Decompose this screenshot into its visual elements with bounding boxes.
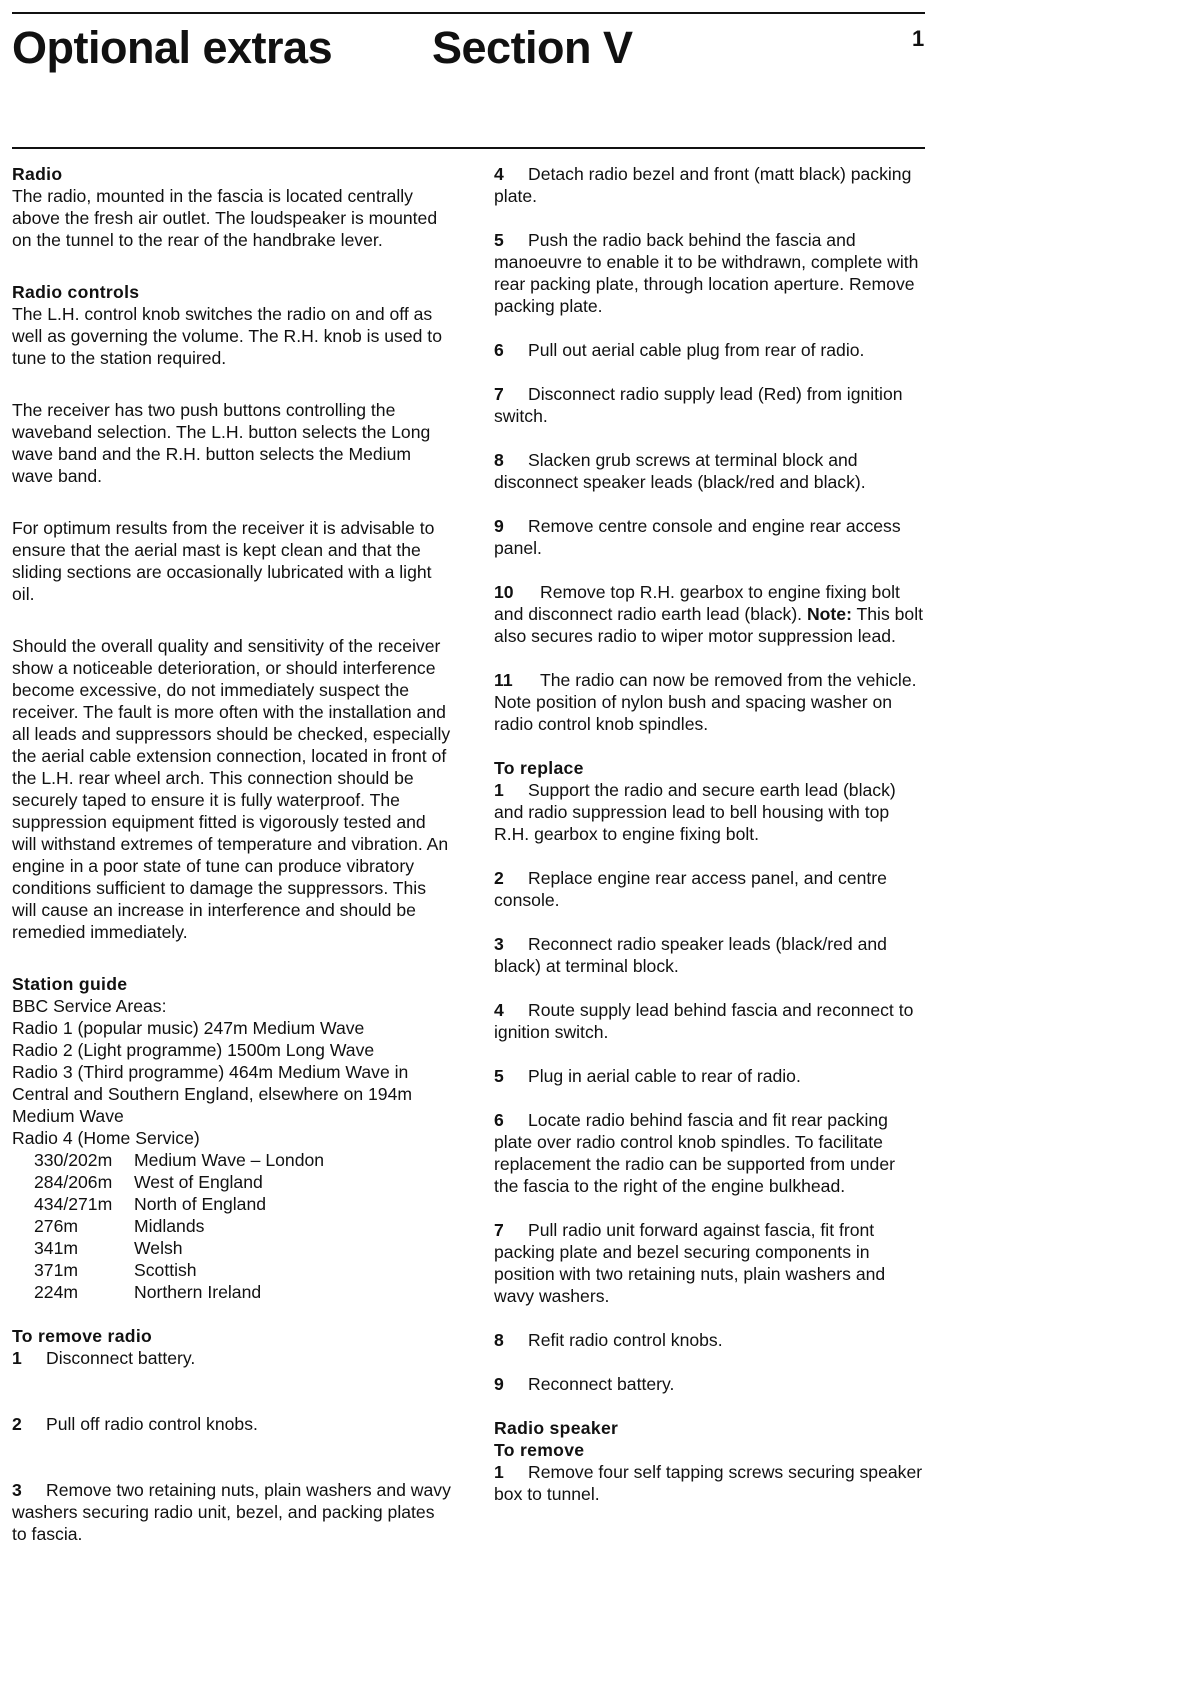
left-column xyxy=(12,163,452,1545)
radio4-frequency: 284/206m xyxy=(34,1172,113,1192)
radio4-row xyxy=(12,1171,452,1193)
step-number: 4 xyxy=(494,1000,504,1020)
step-number: 1 xyxy=(494,1462,504,1482)
section-title: Section V xyxy=(432,22,633,73)
radio-heading: Radio xyxy=(12,164,63,184)
step-number: 9 xyxy=(494,1374,504,1394)
radio-controls-paragraph: The L.H. control knob switches the radio on and off as well as governing the volume. The R.H. knob is used to tune to the station required. xyxy=(12,304,442,368)
station-guide-heading: Station guide xyxy=(12,974,128,994)
remove-step xyxy=(494,383,924,427)
remove-step xyxy=(12,1413,452,1435)
step-text: Detach radio bezel and front (matt black) packing plate. xyxy=(494,164,912,206)
radio4-area: Welsh xyxy=(134,1238,183,1258)
station-line: Radio 4 (Home Service) xyxy=(12,1128,200,1148)
remove-step xyxy=(494,515,924,559)
step-number: 8 xyxy=(494,450,504,470)
replace-step xyxy=(494,1329,924,1351)
radio4-row xyxy=(12,1281,452,1303)
step-text: Reconnect battery. xyxy=(528,1374,675,1394)
step-number: 4 xyxy=(494,164,504,184)
remove-step xyxy=(12,1347,452,1369)
radio-paragraph: The radio, mounted in the fascia is located centrally above the fresh air outlet. The loudspeaker is mounted on the tunnel to the rear of the handbrake lever. xyxy=(12,186,438,250)
step-number: 1 xyxy=(494,780,504,800)
remove-step xyxy=(494,669,924,735)
speaker-step xyxy=(494,1461,924,1505)
step-number: 5 xyxy=(494,230,504,250)
step-text: Pull radio unit forward against fascia, fit front packing plate and bezel securing components in position with two retaining nuts, plain washers and wavy washers. xyxy=(494,1220,886,1306)
step-number: 6 xyxy=(494,1110,504,1130)
step-number: 9 xyxy=(494,516,504,536)
replace-step xyxy=(494,1109,924,1197)
radio4-row xyxy=(12,1149,452,1171)
to-replace-heading: To replace xyxy=(494,758,584,778)
station-line: BBC Service Areas: xyxy=(12,996,167,1016)
step-number: 8 xyxy=(494,1330,504,1350)
replace-step xyxy=(494,779,924,845)
radio4-row xyxy=(12,1215,452,1237)
radio4-area: Scottish xyxy=(134,1260,197,1280)
radio4-area: West of England xyxy=(134,1172,263,1192)
remove-step xyxy=(494,163,924,207)
radio4-frequency: 276m xyxy=(34,1216,79,1236)
top-rule xyxy=(12,12,925,14)
step-number: 7 xyxy=(494,384,504,404)
note-label: Note: xyxy=(806,604,852,624)
remove-step xyxy=(494,229,924,317)
station-line: Radio 3 (Third programme) 464m Medium Wave in Central and Southern England, elsewhere on 194m Medium Wave xyxy=(12,1062,413,1126)
replace-step xyxy=(494,999,924,1043)
radio4-row xyxy=(12,1193,452,1215)
quality-paragraph: Should the overall quality and sensitivity of the receiver show a noticeable deterioration, or should interference become excessive, do not immediately suspect the receiver. The fault is more often with the installation and all leads and suppressors should be checked, especially the aerial cable extension connection, located in front of the L.H. rear wheel arch. This connection should be securely taped to ensure it is fully waterproof. The suppression equipment fitted is vigorously tested and will withstand extremes of temperature and vibration. An engine in a poor state of tune can produce vibratory conditions sufficient to damage the suppressors. This will cause an increase in interference and should be remedied immediately. xyxy=(12,636,451,942)
station-line: Radio 2 (Light programme) 1500m Long Wave xyxy=(12,1040,375,1060)
radio-controls-heading: Radio controls xyxy=(12,282,140,302)
step-number: 1 xyxy=(12,1348,22,1368)
note-text: This bolt also secures radio to wiper motor suppression lead. xyxy=(494,604,924,646)
step-text: The radio can now be removed from the vehicle. Note position of nylon bush and spacing washer on radio control knob spindles. xyxy=(494,670,917,734)
step-number: 6 xyxy=(494,340,504,360)
step-number: 3 xyxy=(494,934,504,954)
replace-step xyxy=(494,1065,924,1087)
receiver-paragraph: The receiver has two push buttons controlling the waveband selection. The L.H. button selects the Long wave band and the R.H. button selects the Medium wave band. xyxy=(12,400,431,486)
replace-step xyxy=(494,1219,924,1307)
radio4-frequency: 224m xyxy=(34,1282,79,1302)
step-text: Route supply lead behind fascia and reconnect to ignition switch. xyxy=(494,1000,914,1042)
radio-speaker-heading: Radio speaker xyxy=(494,1418,619,1438)
remove-step xyxy=(494,449,924,493)
radio4-area: Medium Wave – London xyxy=(134,1150,325,1170)
replace-step xyxy=(494,933,924,977)
step-text: Remove four self tapping screws securing speaker box to tunnel. xyxy=(494,1462,923,1504)
step-number: 10 xyxy=(494,582,514,602)
step-text: Remove centre console and engine rear access panel. xyxy=(494,516,901,558)
header-rule xyxy=(12,147,925,149)
step-text: Plug in aerial cable to rear of radio. xyxy=(528,1066,801,1086)
replace-step xyxy=(494,1373,924,1395)
step-text: Support the radio and secure earth lead (black) and radio suppression lead to bell housing with top R.H. gearbox to engine fixing bolt. xyxy=(494,780,896,844)
step-text: Slacken grub screws at terminal block and disconnect speaker leads (black/red and black). xyxy=(494,450,866,492)
step-text: Pull out aerial cable plug from rear of radio. xyxy=(528,340,865,360)
step-text: Locate radio behind fascia and fit rear packing plate over radio control knob spindles. To facilitate replacement the radio can be supported from under the fascia to the right of the engine bulkhead. xyxy=(494,1110,895,1196)
step-text: Reconnect radio speaker leads (black/red and black) at terminal block. xyxy=(494,934,887,976)
step-text: Disconnect radio supply lead (Red) from ignition switch. xyxy=(494,384,903,426)
radio4-area: Northern Ireland xyxy=(134,1282,262,1302)
step-text: Disconnect battery. xyxy=(46,1348,196,1368)
replace-step xyxy=(494,867,924,911)
step-text: Pull off radio control knobs. xyxy=(46,1414,258,1434)
remove-step xyxy=(12,1479,452,1545)
step-number: 2 xyxy=(12,1414,22,1434)
radio4-row xyxy=(12,1237,452,1259)
step-number: 2 xyxy=(494,868,504,888)
radio4-frequency: 371m xyxy=(34,1260,79,1280)
step-text: Refit radio control knobs. xyxy=(528,1330,723,1350)
radio4-area: Midlands xyxy=(134,1216,205,1236)
radio4-row xyxy=(12,1259,452,1281)
radio4-frequency: 330/202m xyxy=(34,1150,113,1170)
remove-step xyxy=(494,339,924,361)
step-text: Remove top R.H. gearbox to engine fixing bolt and disconnect radio earth lead (black). xyxy=(494,582,900,624)
step-number: 7 xyxy=(494,1220,504,1240)
optimum-paragraph: For optimum results from the receiver it is advisable to ensure that the aerial mast is kept clean and that the sliding sections are occasionally lubricated with a light oil. xyxy=(12,518,435,604)
radio4-frequency: 341m xyxy=(34,1238,79,1258)
radio4-area: North of England xyxy=(134,1194,267,1214)
page-number: 1 xyxy=(912,26,925,51)
right-column xyxy=(494,163,924,1505)
radio4-frequency: 434/271m xyxy=(34,1194,113,1214)
page-title: Optional extras xyxy=(12,22,333,73)
step-text: Push the radio back behind the fascia and manoeuvre to enable it to be withdrawn, complete with rear packing plate, through location aperture. Remove packing plate. xyxy=(494,230,919,316)
to-remove-radio-heading: To remove radio xyxy=(12,1326,153,1346)
speaker-to-remove-heading: To remove xyxy=(494,1440,585,1460)
step-text: Remove two retaining nuts, plain washers and wavy washers securing radio unit, bezel, and packing plates to fascia. xyxy=(12,1480,451,1544)
remove-step xyxy=(494,581,924,647)
step-number: 5 xyxy=(494,1066,504,1086)
step-number: 3 xyxy=(12,1480,22,1500)
station-line: Radio 1 (popular music) 247m Medium Wave xyxy=(12,1018,365,1038)
step-number: 11 xyxy=(494,670,513,690)
step-text: Replace engine rear access panel, and centre console. xyxy=(494,868,887,910)
